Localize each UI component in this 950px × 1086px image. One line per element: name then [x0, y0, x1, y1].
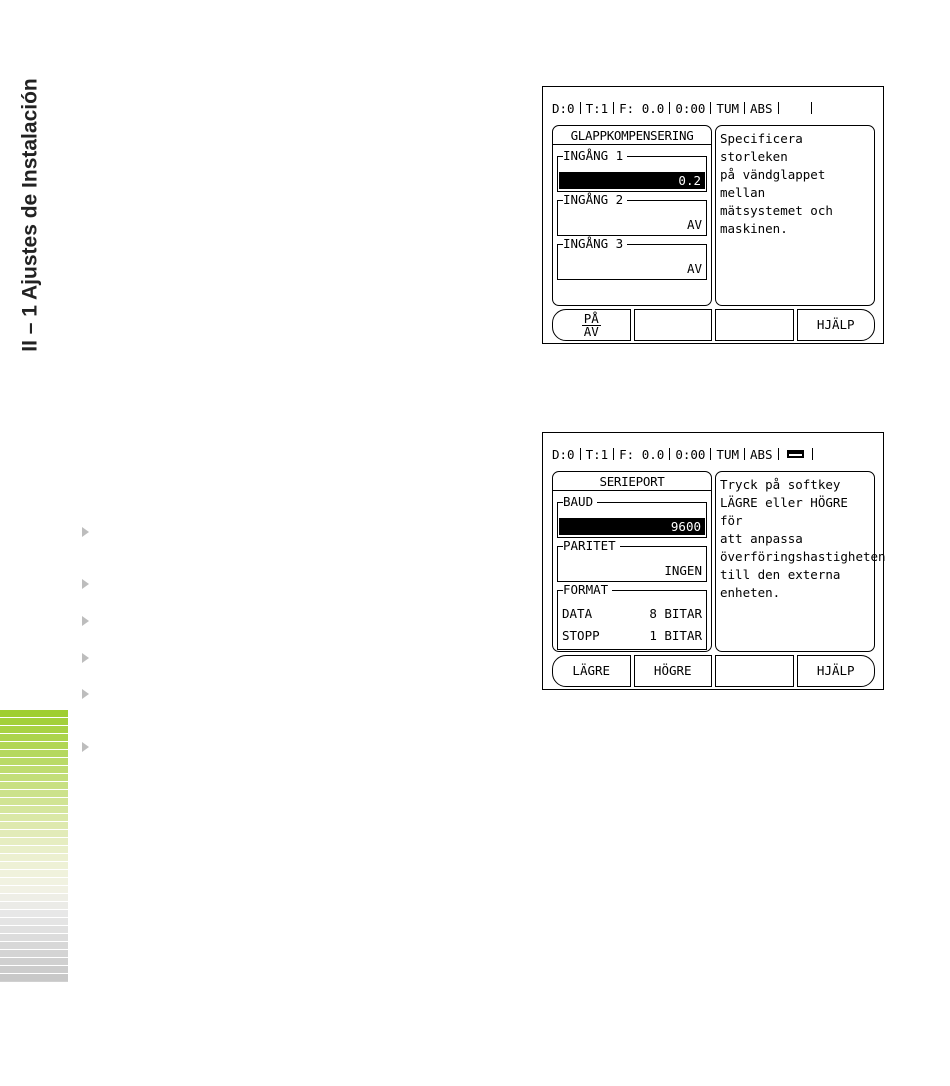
- tool-indicator: T:1: [585, 446, 609, 462]
- input-3-label: INGÅNG 3: [563, 236, 627, 252]
- chapter-color-stripes: [0, 710, 68, 982]
- data-bits-value: 8 BITAR: [649, 606, 702, 621]
- dro-screen-backlash: [542, 86, 884, 344]
- status-divider: [744, 448, 745, 460]
- status-divider: [811, 102, 812, 114]
- status-divider: [613, 448, 614, 460]
- parity-field[interactable]: [557, 538, 707, 582]
- color-stripe: [0, 854, 68, 861]
- color-stripe: [0, 822, 68, 829]
- off-label: AV: [583, 323, 599, 339]
- datum-indicator: D:0: [552, 100, 575, 116]
- color-stripe: [0, 958, 68, 965]
- color-stripe: [0, 734, 68, 741]
- status-divider: [778, 448, 779, 460]
- settings-form-panel: [552, 471, 712, 652]
- format-label: FORMAT: [563, 582, 612, 598]
- status-divider: [669, 102, 670, 114]
- color-stripe: [0, 942, 68, 949]
- input-1-label: INGÅNG 1: [563, 148, 627, 164]
- color-stripe: [0, 862, 68, 869]
- softkey-bar: [552, 655, 875, 687]
- bullet-arrow-icon: [82, 653, 89, 663]
- color-stripe: [0, 878, 68, 885]
- help-softkey[interactable]: HJÄLP: [797, 655, 876, 687]
- data-bits-row: [562, 605, 702, 623]
- color-stripe: [0, 758, 68, 765]
- color-stripe: [0, 750, 68, 757]
- bullet-arrow-icon: [82, 579, 89, 589]
- datum-indicator: D:0: [552, 446, 575, 462]
- unit-indicator: TUM: [716, 100, 739, 116]
- status-divider: [710, 448, 711, 460]
- chapter-tab-title: [0, 40, 62, 390]
- stop-bits-label: STOPP: [562, 628, 600, 643]
- higher-softkey[interactable]: HÖGRE: [634, 655, 713, 687]
- bullet-arrow-icon: [82, 689, 89, 699]
- color-stripe: [0, 926, 68, 933]
- color-stripe: [0, 910, 68, 917]
- page-divider: [0, 981, 68, 982]
- color-stripe: [0, 718, 68, 725]
- chapter-title-text: II – 1 Ajustes de Instalación: [19, 78, 43, 352]
- data-bits-label: DATA: [562, 606, 593, 621]
- on-off-softkey[interactable]: [552, 309, 631, 341]
- status-divider: [669, 448, 670, 460]
- help-softkey[interactable]: HJÄLP: [797, 309, 876, 341]
- color-stripe: [0, 766, 68, 773]
- color-stripe: [0, 710, 68, 717]
- help-text: Tryck på softkey LÄGRE eller HÖGRE för att anpassa överföringshastigheten till den externa enheten.: [720, 477, 886, 600]
- time-indicator: 0:00: [675, 446, 706, 462]
- color-stripe: [0, 886, 68, 893]
- status-bar: [552, 99, 876, 117]
- status-divider: [580, 102, 581, 114]
- on-label: PÅ: [583, 310, 599, 326]
- printer-icon: [787, 450, 804, 458]
- time-indicator: 0:00: [675, 100, 706, 116]
- color-stripe: [0, 894, 68, 901]
- status-divider: [744, 102, 745, 114]
- color-stripe: [0, 974, 68, 981]
- help-panel: [715, 125, 875, 306]
- bullet-arrow-icon: [82, 742, 89, 752]
- status-bar: [552, 445, 876, 463]
- color-stripe: [0, 902, 68, 909]
- status-divider: [710, 102, 711, 114]
- bullet-arrow-icon: [82, 616, 89, 626]
- baud-label: BAUD: [563, 494, 597, 510]
- mode-indicator: ABS: [750, 446, 773, 462]
- status-divider: [613, 102, 614, 114]
- input-2-value[interactable]: AV: [686, 217, 702, 232]
- stop-bits-value: 1 BITAR: [649, 628, 702, 643]
- settings-form-panel: [552, 125, 712, 306]
- status-divider: [812, 448, 813, 460]
- input-3-value[interactable]: AV: [686, 261, 702, 276]
- input-1-field[interactable]: [557, 148, 707, 192]
- color-stripe: [0, 934, 68, 941]
- feed-indicator: F: 0.0: [619, 100, 665, 116]
- color-stripe: [0, 726, 68, 733]
- feed-indicator: F: 0.0: [619, 446, 665, 462]
- mode-indicator: ABS: [750, 100, 773, 116]
- form-title: SERIEPORT: [553, 472, 711, 491]
- lower-softkey[interactable]: LÄGRE: [552, 655, 631, 687]
- parity-label: PARITET: [563, 538, 620, 554]
- status-divider: [580, 448, 581, 460]
- help-text: Specificera storleken på vändglappet mellan mätsystemet och maskinen.: [720, 131, 833, 236]
- softkey-3[interactable]: [715, 655, 794, 687]
- unit-indicator: TUM: [716, 446, 739, 462]
- color-stripe: [0, 782, 68, 789]
- input-2-label: INGÅNG 2: [563, 192, 627, 208]
- input-3-field[interactable]: [557, 236, 707, 280]
- color-stripe: [0, 774, 68, 781]
- color-stripe: [0, 742, 68, 749]
- baud-value[interactable]: 9600: [559, 518, 705, 535]
- status-divider: [778, 102, 779, 114]
- color-stripe: [0, 870, 68, 877]
- color-stripe: [0, 814, 68, 821]
- help-panel: [715, 471, 886, 652]
- dro-screen-serial-port: [542, 432, 884, 690]
- bullet-arrow-icon: [82, 527, 89, 537]
- color-stripe: [0, 798, 68, 805]
- parity-value[interactable]: INGEN: [664, 563, 702, 578]
- input-2-field[interactable]: [557, 192, 707, 236]
- input-1-value[interactable]: 0.2: [559, 172, 705, 189]
- color-stripe: [0, 806, 68, 813]
- color-stripe: [0, 918, 68, 925]
- softkey-2[interactable]: [634, 309, 713, 341]
- color-stripe: [0, 846, 68, 853]
- softkey-3[interactable]: [715, 309, 794, 341]
- form-title: GLAPPKOMPENSERING: [553, 126, 711, 145]
- color-stripe: [0, 790, 68, 797]
- softkey-bar: [552, 309, 875, 341]
- color-stripe: [0, 830, 68, 837]
- baud-field[interactable]: [557, 494, 707, 538]
- color-stripe: [0, 838, 68, 845]
- tool-indicator: T:1: [585, 100, 609, 116]
- color-stripe: [0, 950, 68, 957]
- stop-bits-row: [562, 627, 702, 645]
- color-stripe: [0, 966, 68, 973]
- format-field[interactable]: [557, 582, 707, 650]
